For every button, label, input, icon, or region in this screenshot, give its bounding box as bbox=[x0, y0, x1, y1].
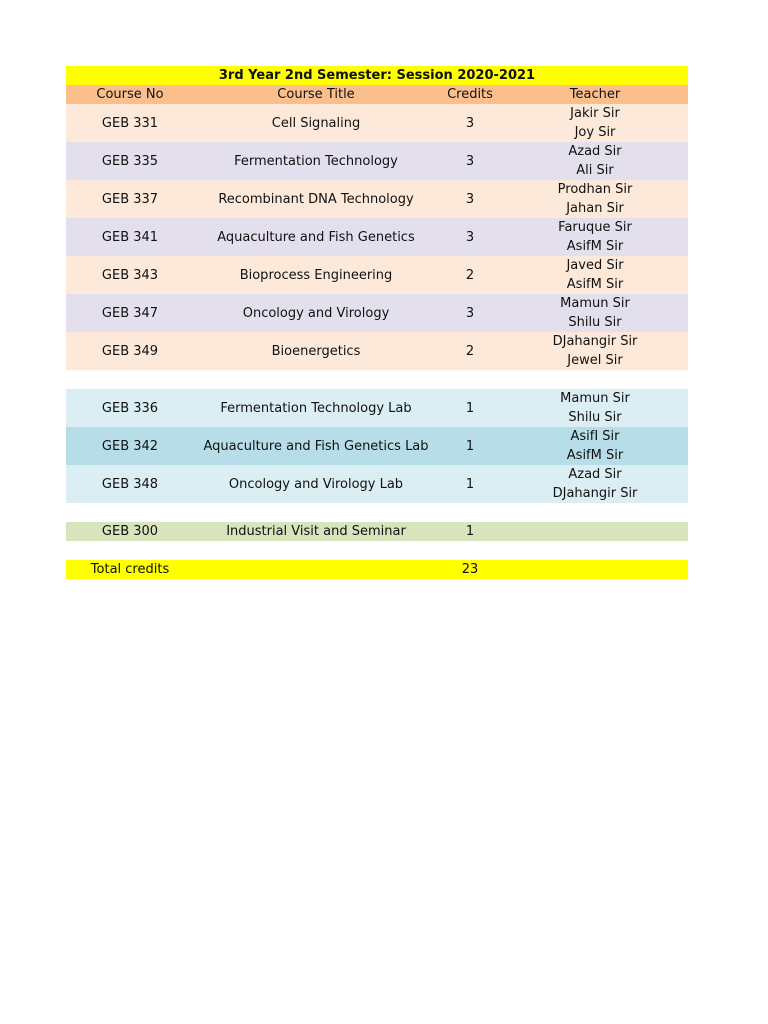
spacer bbox=[66, 370, 688, 389]
course-title: Fermentation Technology bbox=[234, 153, 398, 169]
teacher-name: Jakir Sir bbox=[570, 106, 620, 121]
course-credits: 2 bbox=[465, 343, 475, 359]
teacher-name: Joy Sir bbox=[574, 125, 616, 140]
header-course-no: Course No bbox=[96, 87, 164, 102]
course-teacher bbox=[502, 256, 688, 294]
course-teacher bbox=[502, 218, 688, 256]
course-no: GEB 347 bbox=[101, 305, 159, 321]
course-credits: 3 bbox=[465, 191, 475, 207]
course-no: GEB 331 bbox=[101, 115, 159, 131]
sheet-title: 3rd Year 2nd Semester: Session 2020-2021 bbox=[66, 66, 688, 85]
course-credits: 3 bbox=[465, 305, 475, 321]
table-row bbox=[66, 332, 688, 370]
table-header bbox=[66, 85, 688, 104]
table-row bbox=[66, 427, 688, 465]
table-row bbox=[66, 294, 688, 332]
teacher-name: AsifI Sir bbox=[570, 429, 620, 444]
header-teacher: Teacher bbox=[569, 87, 621, 102]
course-title: Oncology and Virology Lab bbox=[228, 476, 404, 492]
course-no: GEB 335 bbox=[101, 153, 159, 169]
course-credits: 1 bbox=[465, 476, 475, 492]
teacher-name: AsifM Sir bbox=[566, 448, 624, 463]
course-no: GEB 336 bbox=[101, 400, 159, 416]
theory-courses bbox=[66, 104, 688, 370]
course-credits: 1 bbox=[465, 524, 475, 539]
teacher-name: Azad Sir bbox=[568, 467, 622, 482]
course-credits: 3 bbox=[465, 115, 475, 131]
teacher-name: Ali Sir bbox=[576, 163, 614, 178]
spacer bbox=[66, 503, 688, 522]
course-teacher bbox=[502, 104, 688, 142]
course-title: Aquaculture and Fish Genetics bbox=[217, 229, 415, 245]
teacher-name: Azad Sir bbox=[568, 144, 622, 159]
total-credits-label: Total credits bbox=[90, 562, 170, 577]
course-credits: 1 bbox=[465, 400, 475, 416]
course-teacher bbox=[502, 427, 688, 465]
course-teacher bbox=[502, 332, 688, 370]
course-schedule-sheet bbox=[66, 66, 688, 579]
course-teacher bbox=[502, 180, 688, 218]
table-row bbox=[66, 104, 688, 142]
course-title: Recombinant DNA Technology bbox=[218, 191, 414, 207]
teacher-name: Jewel Sir bbox=[567, 353, 623, 368]
table-row bbox=[66, 218, 688, 256]
course-teacher bbox=[502, 294, 688, 332]
course-title: Bioenergetics bbox=[271, 343, 361, 359]
teacher-name: AsifM Sir bbox=[566, 239, 624, 254]
course-teacher bbox=[502, 465, 688, 503]
course-credits: 3 bbox=[465, 153, 475, 169]
table-row bbox=[66, 256, 688, 294]
teacher-name: AsifM Sir bbox=[566, 277, 624, 292]
course-title: Aquaculture and Fish Genetics Lab bbox=[203, 438, 429, 454]
teacher-name: Shilu Sir bbox=[568, 315, 622, 330]
course-title: Oncology and Virology bbox=[242, 305, 390, 321]
course-teacher bbox=[502, 142, 688, 180]
header-credits: Credits bbox=[447, 87, 493, 102]
header-course-title: Course Title bbox=[277, 87, 355, 102]
course-title: Cell Signaling bbox=[271, 115, 361, 131]
course-credits: 3 bbox=[465, 229, 475, 245]
teacher-name: Mamun Sir bbox=[560, 296, 630, 311]
course-title: Industrial Visit and Seminar bbox=[226, 524, 406, 539]
teacher-name: Jahan Sir bbox=[566, 201, 624, 216]
table-row bbox=[66, 465, 688, 503]
lab-courses bbox=[66, 389, 688, 503]
total-credits-value: 23 bbox=[461, 562, 479, 577]
teacher-name: Prodhan Sir bbox=[557, 182, 633, 197]
seminar-row bbox=[66, 522, 688, 541]
course-credits: 2 bbox=[465, 267, 475, 283]
course-no: GEB 341 bbox=[101, 229, 159, 245]
course-no: GEB 300 bbox=[101, 524, 159, 539]
course-no: GEB 342 bbox=[101, 438, 159, 454]
spacer bbox=[66, 541, 688, 560]
total-credits-row bbox=[66, 560, 688, 579]
course-no: GEB 337 bbox=[101, 191, 159, 207]
table-row bbox=[66, 389, 688, 427]
table-row bbox=[66, 142, 688, 180]
course-title: Bioprocess Engineering bbox=[239, 267, 393, 283]
teacher-name: DJahangir Sir bbox=[552, 486, 638, 501]
course-title: Fermentation Technology Lab bbox=[220, 400, 412, 416]
course-credits: 1 bbox=[465, 438, 475, 454]
teacher-name: Mamun Sir bbox=[560, 391, 630, 406]
teacher-name: Faruque Sir bbox=[558, 220, 632, 235]
table-row bbox=[66, 180, 688, 218]
teacher-name: DJahangir Sir bbox=[552, 334, 638, 349]
teacher-name: Javed Sir bbox=[566, 258, 624, 273]
course-no: GEB 348 bbox=[101, 476, 159, 492]
course-no: GEB 343 bbox=[101, 267, 159, 283]
teacher-name: Shilu Sir bbox=[568, 410, 622, 425]
course-no: GEB 349 bbox=[101, 343, 159, 359]
course-teacher bbox=[502, 389, 688, 427]
